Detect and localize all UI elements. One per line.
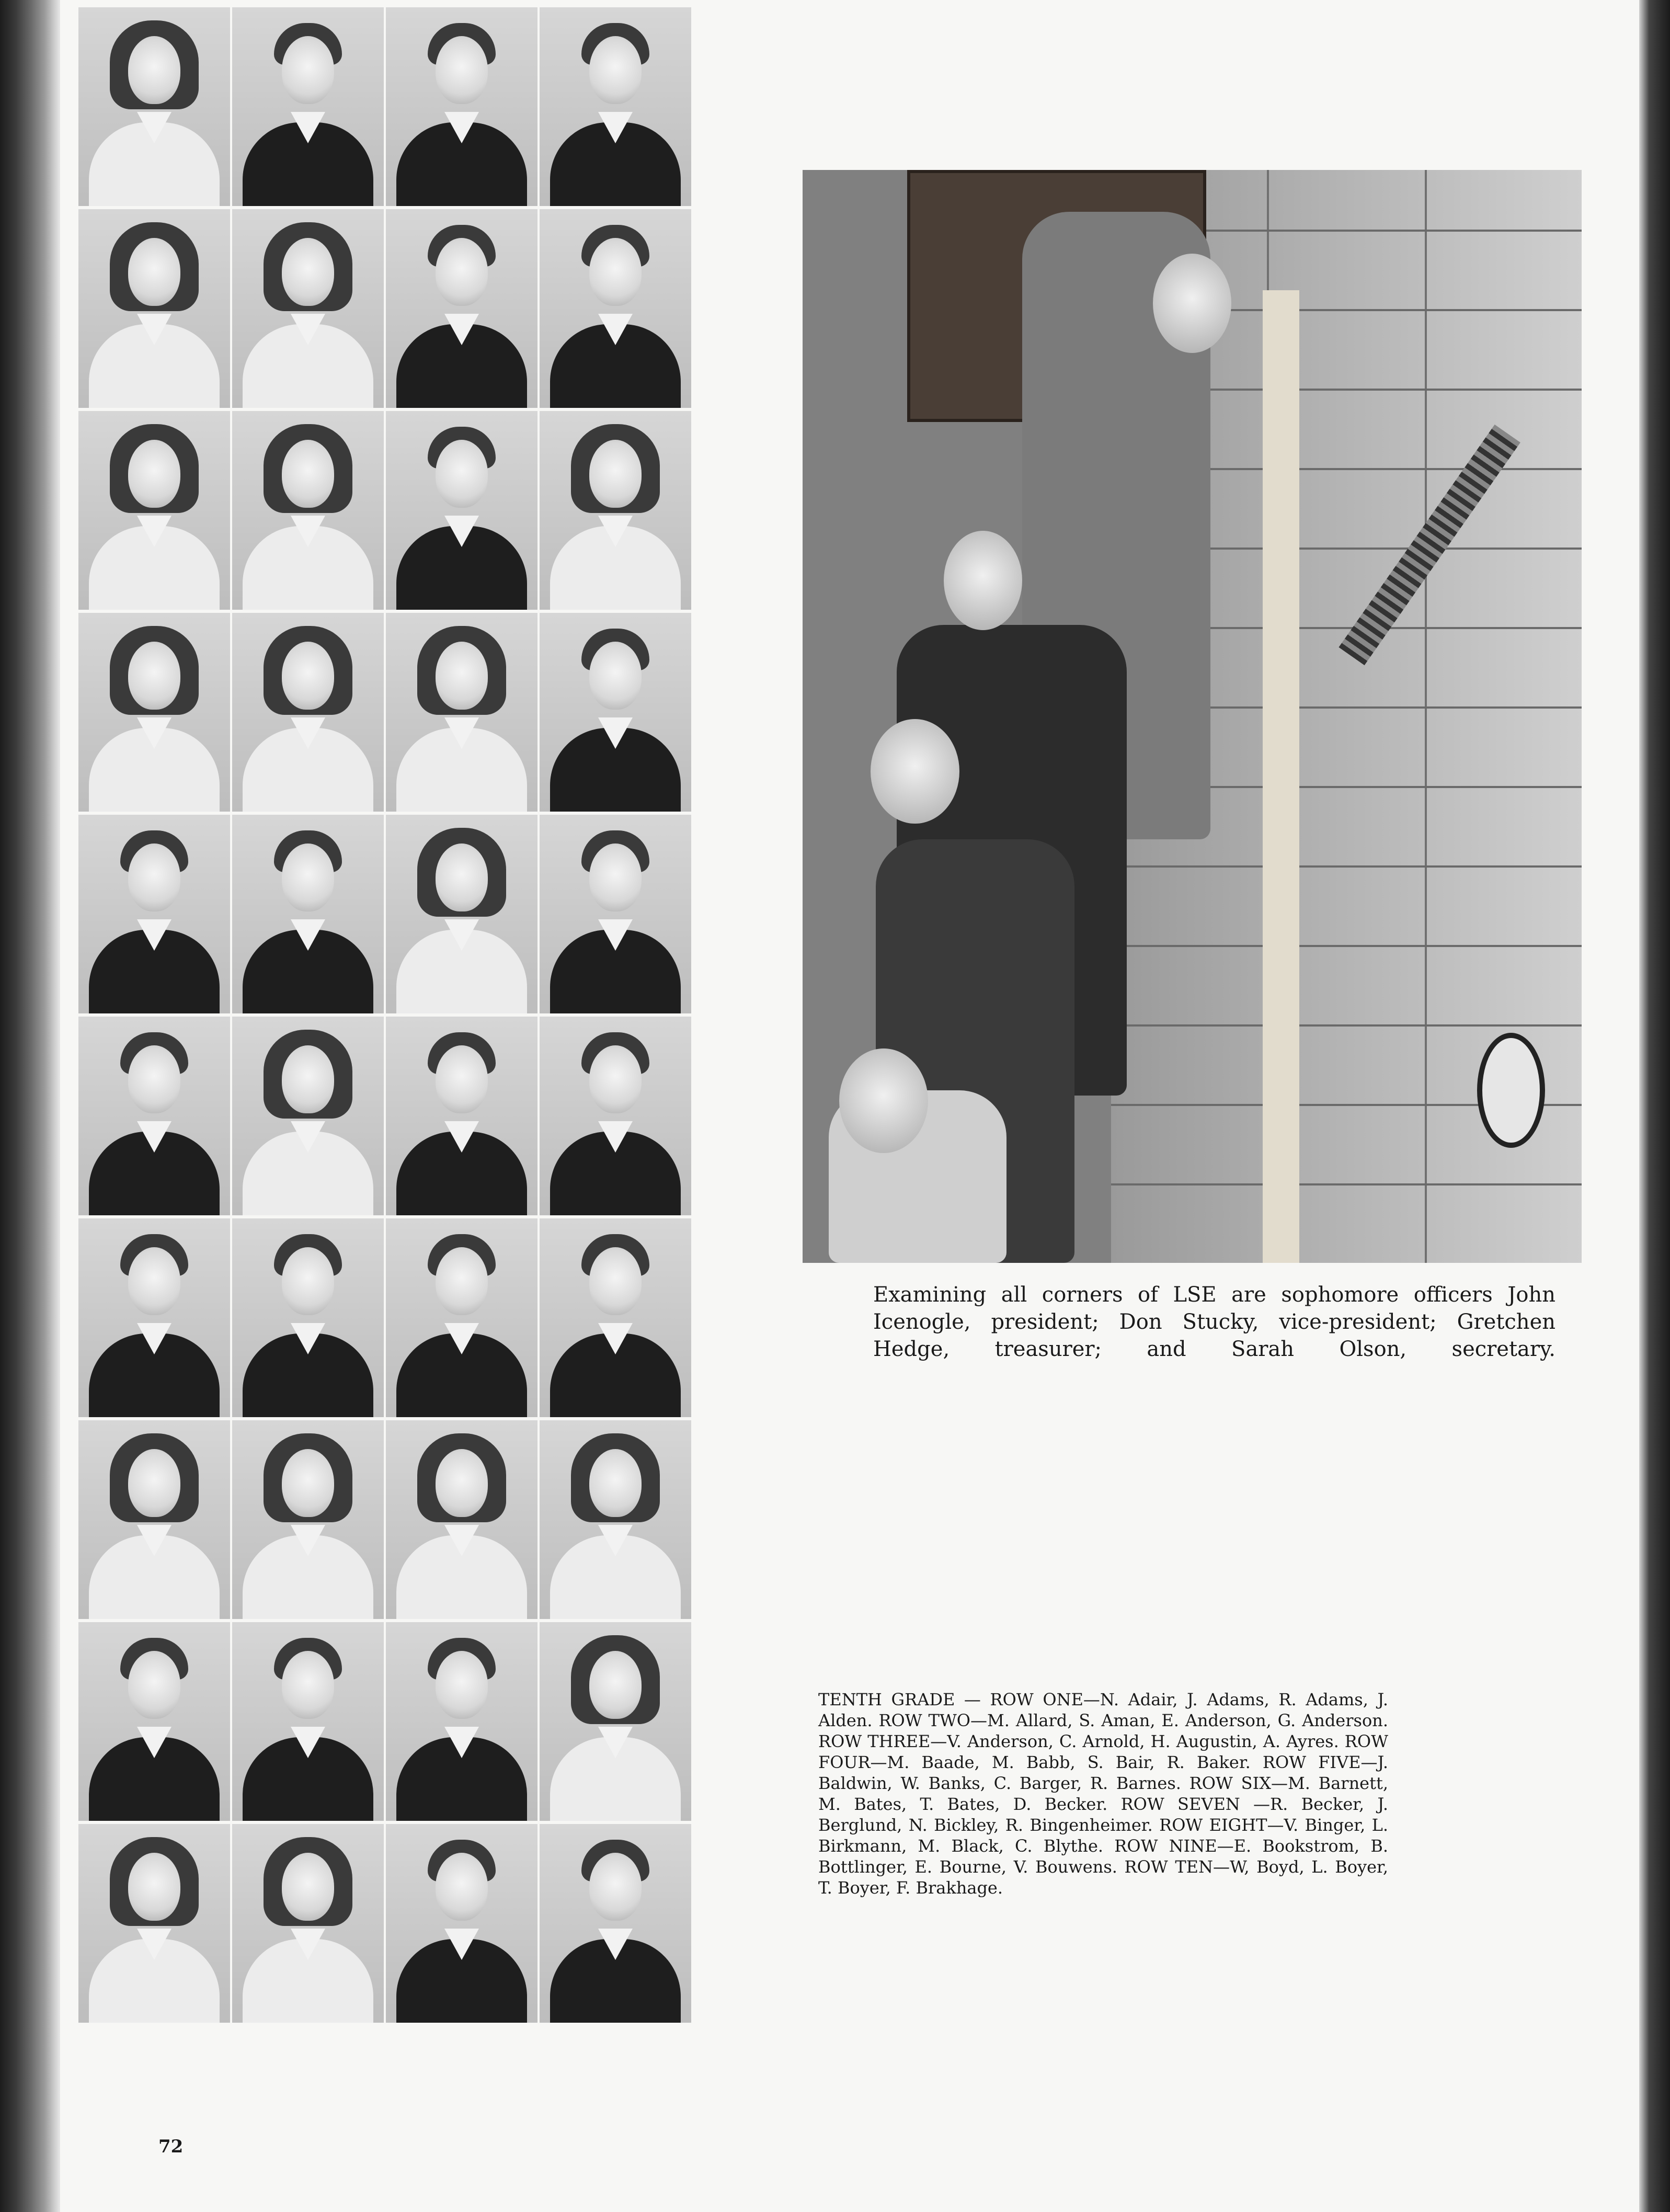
portrait-face <box>282 1247 334 1315</box>
student-portrait <box>232 7 384 206</box>
portrait-grid <box>78 7 698 2026</box>
portrait-face <box>436 238 488 306</box>
student-portrait <box>386 7 537 206</box>
portrait-face <box>128 1045 180 1113</box>
student-portrait <box>78 815 230 1013</box>
officer-head-bottom <box>839 1048 928 1153</box>
ladder <box>1263 290 1299 1263</box>
portrait-face <box>436 642 488 710</box>
portrait-row <box>78 1218 698 1417</box>
student-portrait <box>386 1420 537 1619</box>
student-portrait <box>540 209 691 408</box>
officers-photo <box>803 170 1582 1263</box>
portrait-face <box>128 238 180 306</box>
student-portrait <box>232 613 384 812</box>
portrait-face <box>128 1247 180 1315</box>
portrait-face <box>282 1853 334 1921</box>
portrait-face <box>128 440 180 508</box>
portrait-face <box>128 36 180 104</box>
student-portrait <box>232 1824 384 2023</box>
portrait-face <box>128 642 180 710</box>
portrait-face <box>128 843 180 911</box>
officer-head-third <box>871 719 959 824</box>
student-portrait <box>78 1420 230 1619</box>
portrait-face <box>589 440 642 508</box>
student-portrait <box>386 1017 537 1215</box>
portrait-row <box>78 1824 698 2023</box>
student-portrait <box>232 1017 384 1215</box>
yearbook-page <box>60 0 1639 2212</box>
portrait-face <box>128 1853 180 1921</box>
student-portrait <box>232 209 384 408</box>
portrait-row <box>78 815 698 1013</box>
wall-clock <box>1477 1033 1545 1148</box>
portrait-row <box>78 209 698 408</box>
portrait-row <box>78 1420 698 1619</box>
student-portrait <box>540 411 691 610</box>
portrait-face <box>589 843 642 911</box>
officer-head-second <box>944 531 1022 630</box>
student-portrait <box>540 815 691 1013</box>
portrait-face <box>589 238 642 306</box>
student-portrait <box>386 1622 537 1821</box>
student-portrait <box>78 209 230 408</box>
student-portrait <box>386 1218 537 1417</box>
portrait-row <box>78 613 698 812</box>
student-portrait <box>78 613 230 812</box>
student-portrait <box>540 1017 691 1215</box>
portrait-face <box>282 843 334 911</box>
class-roster: TENTH GRADE — ROW ONE—N. Adair, J. Adams, R. Adams, J. Alden. ROW TWO—M. Allard, S. Aman, E. Anderson, G. Anderson. ROW THREE—V. Anderson, C. Arnold, H. Augustin, A. Ayres. ROW FOUR—M. Baade, M. Babb, S. Bair, R. Baker. ROW FIVE—J. Baldwin, W. Banks, C. Barger, R. Barnes. ROW SIX—M. Barnett, M. Bates, T. Bates, D. Becker. ROW SEVEN —R. Becker, J. Berglund, N. Bickley, R. Bingenheimer. ROW EIGHT—V. Binger, L. Birkmann, M. Black, C. Blythe. ROW NINE—E. Bookstrom, B. Bottlinger, E. Bourne, V. Bouwens. ROW TEN—W, Boyd, L. Boyer, T. Boyer, F. Brakhage. <box>818 1690 1388 1898</box>
portrait-row <box>78 1622 698 1821</box>
portrait-face <box>282 1045 334 1113</box>
portrait-face <box>436 1449 488 1517</box>
student-portrait <box>540 613 691 812</box>
portrait-face <box>128 1449 180 1517</box>
student-portrait <box>386 209 537 408</box>
student-portrait <box>386 613 537 812</box>
student-portrait <box>78 1017 230 1215</box>
portrait-face <box>282 36 334 104</box>
student-portrait <box>540 1218 691 1417</box>
portrait-face <box>436 1045 488 1113</box>
portrait-face <box>589 642 642 710</box>
student-portrait <box>232 411 384 610</box>
student-portrait <box>232 1218 384 1417</box>
portrait-face <box>282 642 334 710</box>
student-portrait <box>232 1622 384 1821</box>
portrait-face <box>436 1247 488 1315</box>
portrait-face <box>436 843 488 911</box>
portrait-face <box>282 1449 334 1517</box>
portrait-face <box>282 238 334 306</box>
portrait-face <box>282 440 334 508</box>
portrait-face <box>589 1045 642 1113</box>
book-binding-right <box>1639 0 1670 2212</box>
officer-head-top <box>1153 254 1231 353</box>
portrait-row <box>78 1017 698 1215</box>
student-portrait <box>540 1420 691 1619</box>
student-portrait <box>78 1824 230 2023</box>
portrait-face <box>436 1853 488 1921</box>
portrait-face <box>436 1651 488 1719</box>
portrait-row <box>78 411 698 610</box>
book-binding-left <box>0 0 63 2212</box>
page-number: 72 <box>158 2136 184 2157</box>
student-portrait <box>540 1824 691 2023</box>
student-portrait <box>78 7 230 206</box>
portrait-face <box>282 1651 334 1719</box>
portrait-face <box>589 1651 642 1719</box>
student-portrait <box>386 1824 537 2023</box>
student-portrait <box>232 1420 384 1619</box>
student-portrait <box>232 815 384 1013</box>
student-portrait <box>540 7 691 206</box>
student-portrait <box>78 1218 230 1417</box>
student-portrait <box>78 411 230 610</box>
portrait-face <box>589 1247 642 1315</box>
student-portrait <box>386 815 537 1013</box>
student-portrait <box>540 1622 691 1821</box>
portrait-face <box>589 1853 642 1921</box>
portrait-face <box>436 440 488 508</box>
portrait-face <box>589 1449 642 1517</box>
portrait-face <box>128 1651 180 1719</box>
portrait-face <box>589 36 642 104</box>
student-portrait <box>386 411 537 610</box>
portrait-face <box>436 36 488 104</box>
student-portrait <box>78 1622 230 1821</box>
photo-caption: Examining all corners of LSE are sophomore officers John Icenogle, president; Don Stucky, vice-president; Gretchen Hedge, treasurer; and Sarah Olson, secretary. <box>873 1283 1555 1361</box>
portrait-row <box>78 7 698 206</box>
